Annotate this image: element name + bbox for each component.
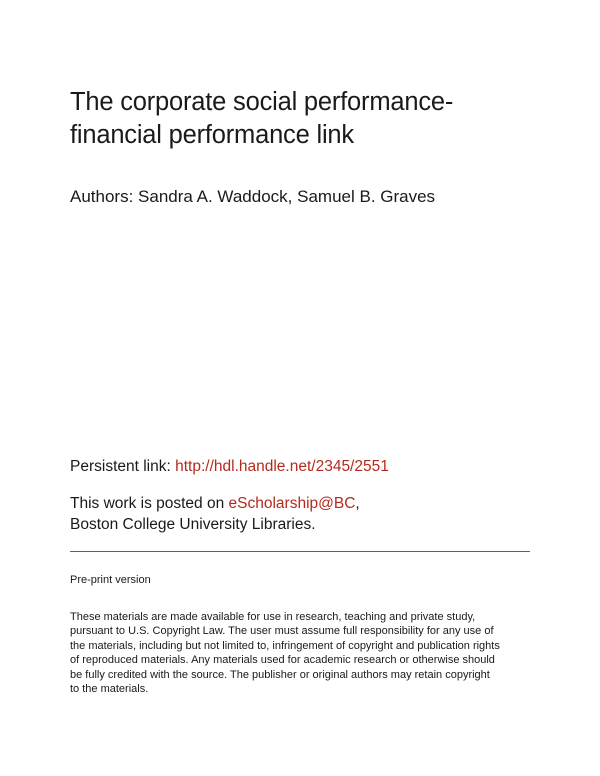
- version-label: Pre-print version: [70, 574, 151, 586]
- notice-line: to the materials.: [70, 683, 149, 696]
- authors: [70, 186, 435, 208]
- posted-prefix: This work is posted on: [70, 495, 225, 512]
- notice-line: These materials are made available for use in research, teaching and private study,: [70, 611, 476, 623]
- notice-line: pursuant to U.S. Copyright Law. The user must assume full responsibility for any use of: [70, 625, 494, 638]
- persistent-link-row: [70, 457, 389, 477]
- title-line-1: The corporate social performance-: [70, 88, 454, 116]
- posted-suffix: ,: [355, 495, 360, 512]
- posted-line-2: Boston College University Libraries.: [70, 516, 316, 533]
- document-title: [70, 86, 540, 152]
- notice-line: be fully credited with the source. The publisher or original authors may retain copyright: [70, 668, 490, 681]
- divider: [70, 551, 530, 552]
- notice-line: the materials, including but not limited to, infringement of copyright and publication rights: [70, 639, 500, 652]
- authors-label: Authors:: [70, 187, 134, 206]
- notice-line: of reproduced materials. Any materials used for academic research or otherwise should: [70, 654, 495, 667]
- posted-info: [70, 493, 360, 535]
- escholarship-link[interactable]: eScholarship@BC: [228, 495, 356, 512]
- persistent-link[interactable]: http://hdl.handle.net/2345/2551: [175, 458, 389, 475]
- persistent-link-label: Persistent link:: [70, 458, 171, 475]
- copyright-notice: [70, 610, 535, 696]
- title-line-2: financial performance link: [70, 121, 354, 149]
- authors-names: Sandra A. Waddock, Samuel B. Graves: [138, 187, 436, 206]
